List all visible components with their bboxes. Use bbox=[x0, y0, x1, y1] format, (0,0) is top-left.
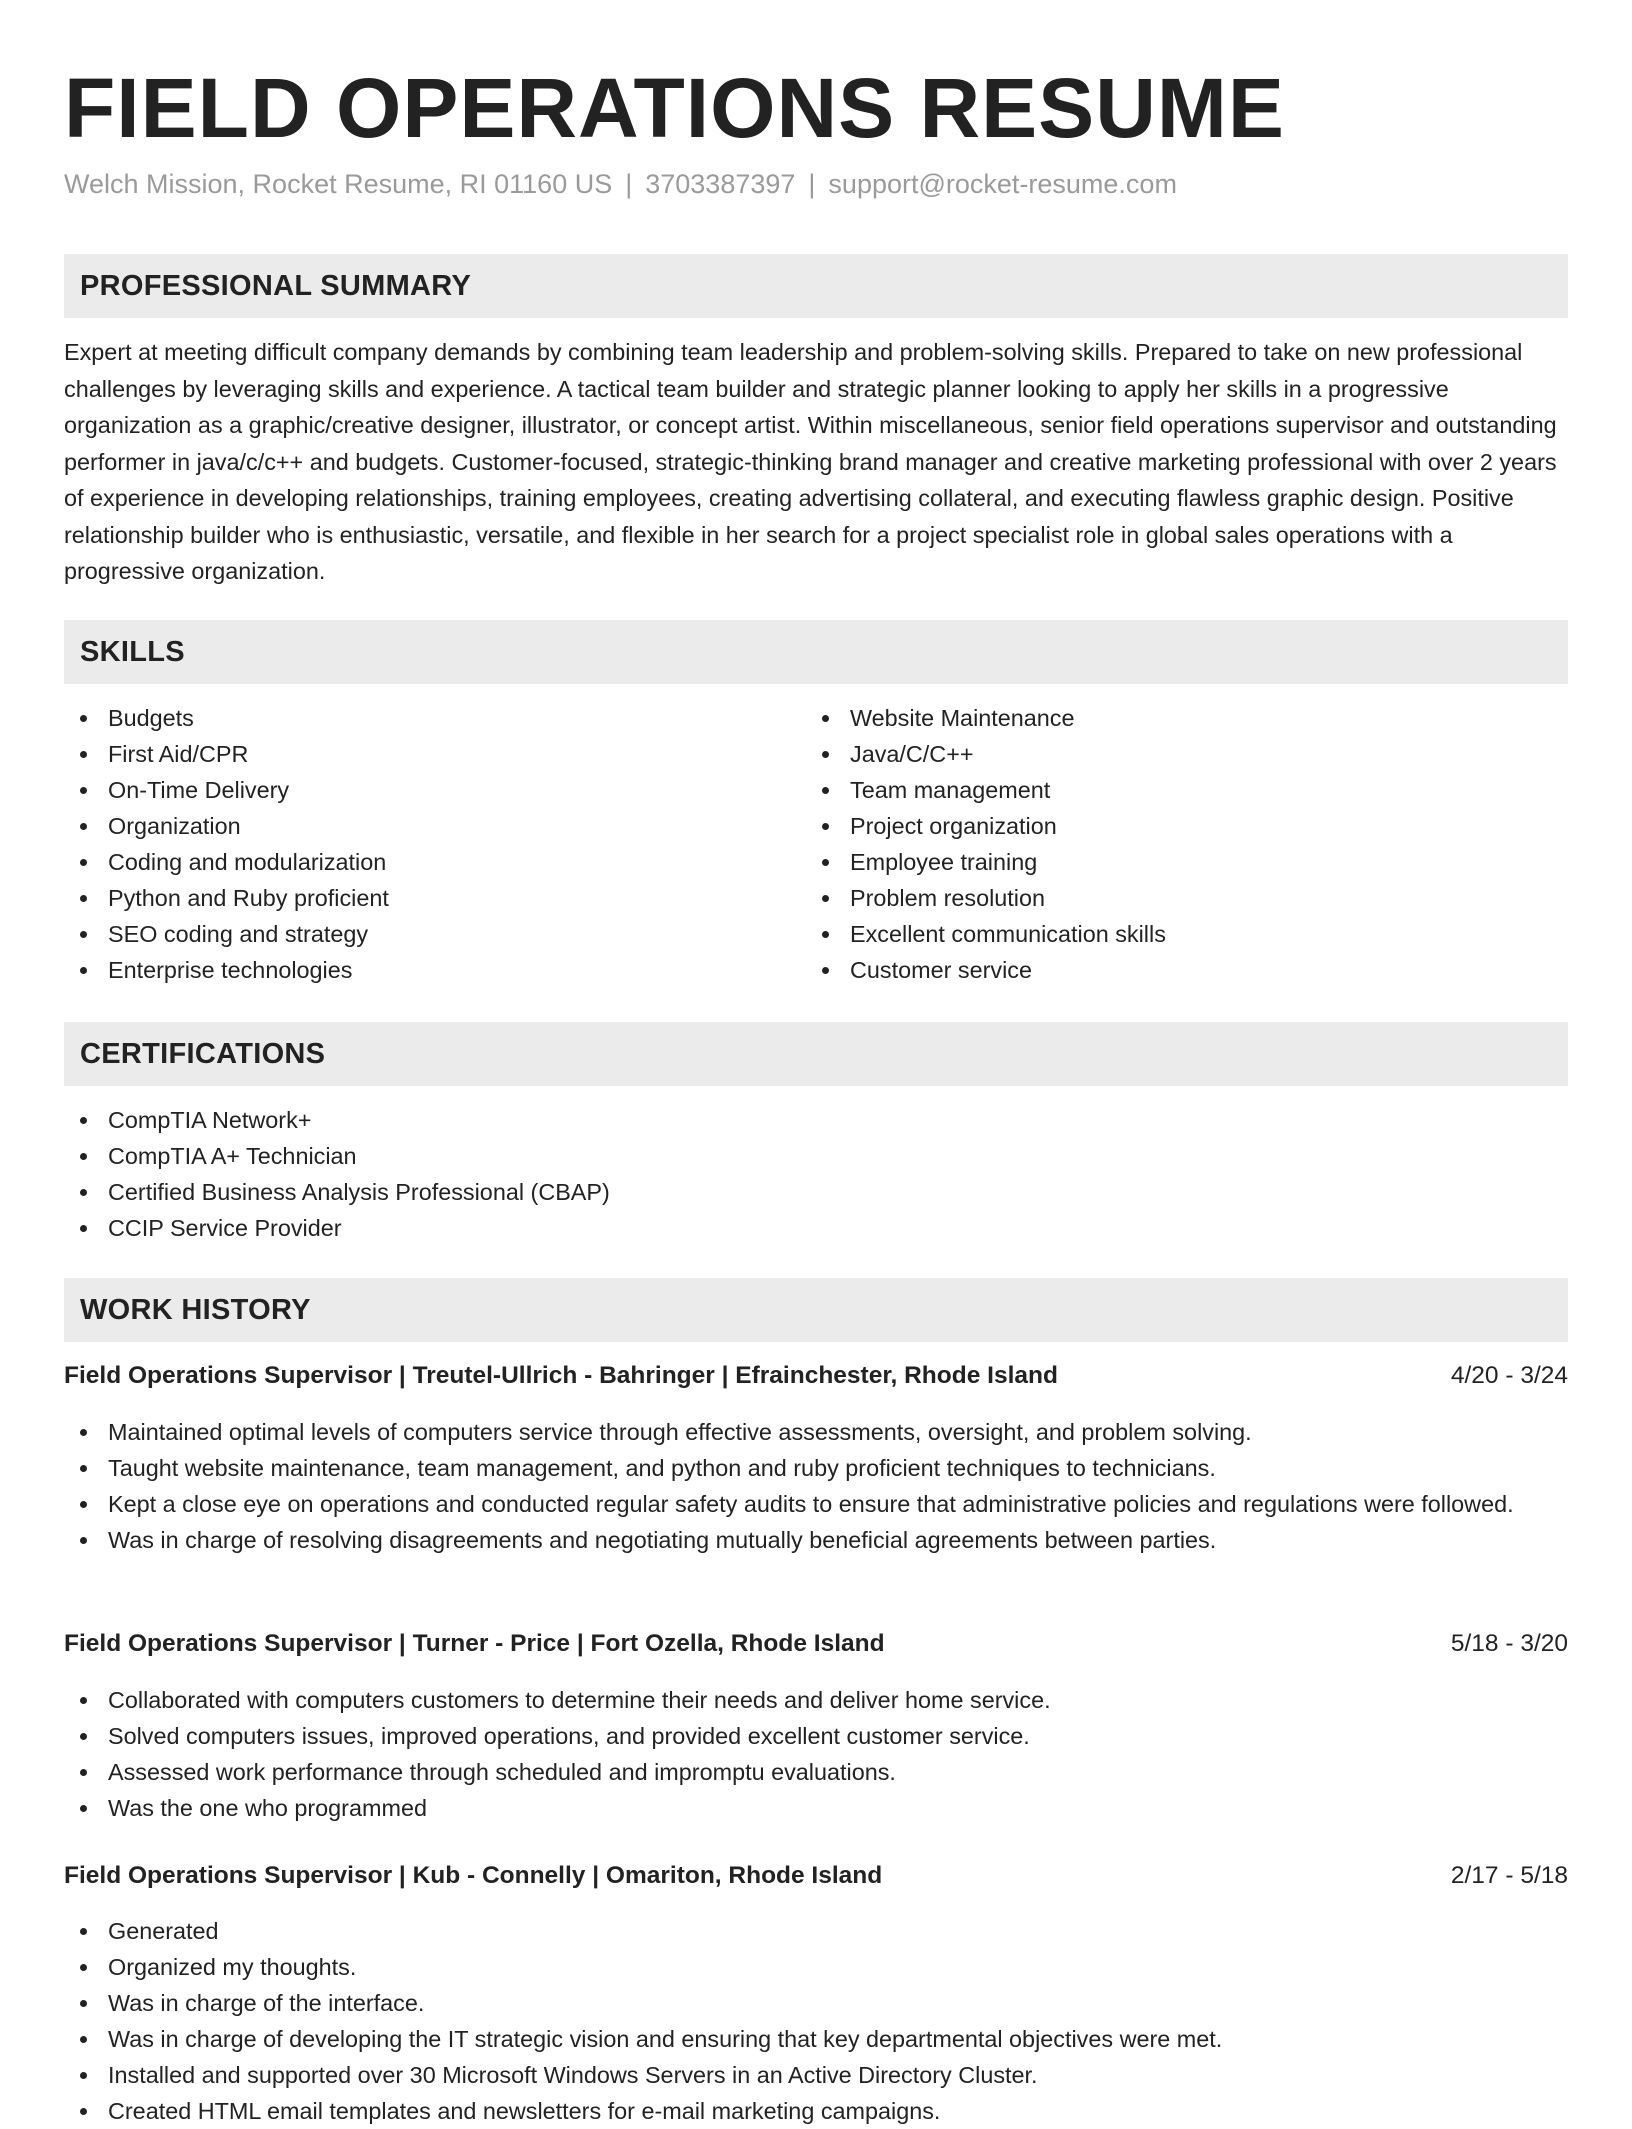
certification-item: CompTIA Network+ bbox=[64, 1102, 610, 1138]
contact-email: support@rocket-resume.com bbox=[828, 169, 1177, 199]
skill-item: Problem resolution bbox=[806, 880, 1546, 916]
summary-text: Expert at meeting difficult company demands by combining team leadership and problem-solving skills. Prepared to take on new professional challenges by leveraging skills and experience. A tactical team builder and strategic planner looking to apply her skills in a progressive organization as a graphic/creative designer, illustrator, or concept artist. Within miscellaneous, senior field operations supervisor and outstanding performer in java/c/c++ and budgets. Customer-focused, strategic-thinking brand manager and creative marketing professional with over 2 years of experience in developing relationships, training employees, creating advertising collateral, and executing flawless graphic design. Positive relationship builder who is enthusiastic, versatile, and flexible in her search for a project specialist role in global sales operations with a progressive organization. bbox=[64, 339, 1557, 584]
job-dates: 5/18 - 3/20 bbox=[1450, 1630, 1568, 1657]
job-bullet: Installed and supported over 30 Microsoft Windows Servers in an Active Directory Cluster. bbox=[64, 2057, 1568, 2093]
skill-item: First Aid/CPR bbox=[64, 736, 804, 772]
skill-item: Project organization bbox=[806, 808, 1546, 844]
certifications-list bbox=[64, 1102, 610, 1246]
skill-item: Customer service bbox=[806, 952, 1546, 988]
job-bullet: Solved computers issues, improved operations, and provided excellent customer service. bbox=[64, 1718, 1568, 1754]
skill-item: On-Time Delivery bbox=[64, 772, 804, 808]
job-bullet: Was in charge of the interface. bbox=[64, 1985, 1568, 2021]
skills-list-right bbox=[806, 700, 1546, 988]
job-bullets bbox=[64, 1913, 1568, 2129]
skill-item: Budgets bbox=[64, 700, 804, 736]
skills-list-left bbox=[64, 700, 804, 988]
skill-item: Enterprise technologies bbox=[64, 952, 804, 988]
job-bullets bbox=[64, 1682, 1568, 1826]
contact-address: Welch Mission, Rocket Resume, RI 01160 US bbox=[64, 169, 613, 199]
job-bullet: Was the one who programmed bbox=[64, 1790, 1568, 1826]
job-title: Field Operations Supervisor | Kub - Connelly | Omariton, Rhode Island bbox=[64, 1862, 883, 1889]
section-heading-skills: SKILLS bbox=[64, 620, 1568, 684]
contact-phone: 3703387397 bbox=[645, 169, 796, 199]
skill-item: Organization bbox=[64, 808, 804, 844]
job-bullet: Maintained optimal levels of computers service through effective assessments, oversight, and problem solving. bbox=[64, 1414, 1568, 1450]
job-bullet: Generated bbox=[64, 1913, 1568, 1949]
job-bullets bbox=[64, 1414, 1568, 1558]
resume-title: FIELD OPERATIONS RESUME bbox=[64, 61, 1285, 155]
skill-item: Java/C/C++ bbox=[806, 736, 1546, 772]
job-bullet: Created HTML email templates and newsletters for e-mail marketing campaigns. bbox=[64, 2093, 1568, 2129]
job-dates: 2/17 - 5/18 bbox=[1450, 1862, 1568, 1889]
skill-item: Python and Ruby proficient bbox=[64, 880, 804, 916]
skill-item: SEO coding and strategy bbox=[64, 916, 804, 952]
job-title: Field Operations Supervisor | Turner - Price | Fort Ozella, Rhode Island bbox=[64, 1630, 885, 1657]
job-header bbox=[64, 1858, 1568, 1894]
job-bullet: Was in charge of developing the IT strategic vision and ensuring that key departmental objectives were met. bbox=[64, 2021, 1568, 2057]
job-bullet: Collaborated with computers customers to determine their needs and deliver home service. bbox=[64, 1682, 1568, 1718]
section-heading-work-history: WORK HISTORY bbox=[64, 1278, 1568, 1342]
job-header bbox=[64, 1358, 1568, 1394]
contact-separator: | bbox=[808, 169, 816, 199]
contact-separator: | bbox=[625, 169, 633, 199]
section-heading-certifications: CERTIFICATIONS bbox=[64, 1022, 1568, 1086]
job-dates: 4/20 - 3/24 bbox=[1450, 1362, 1568, 1389]
skill-item: Coding and modularization bbox=[64, 844, 804, 880]
skill-item: Excellent communication skills bbox=[806, 916, 1546, 952]
contact-line bbox=[64, 166, 1177, 202]
job-bullet: Kept a close eye on operations and conducted regular safety audits to ensure that administrative policies and regulations were followed. bbox=[64, 1486, 1568, 1522]
job-header bbox=[64, 1626, 1568, 1662]
section-heading-summary: PROFESSIONAL SUMMARY bbox=[64, 254, 1568, 318]
job-bullet: Was in charge of resolving disagreements and negotiating mutually beneficial agreements between parties. bbox=[64, 1522, 1568, 1558]
job-title: Field Operations Supervisor | Treutel-Ullrich - Bahringer | Efrainchester, Rhode Island bbox=[64, 1362, 1058, 1389]
job-bullet: Assessed work performance through scheduled and impromptu evaluations. bbox=[64, 1754, 1568, 1790]
skill-item: Team management bbox=[806, 772, 1546, 808]
certification-item: CCIP Service Provider bbox=[64, 1210, 610, 1246]
certification-item: Certified Business Analysis Professional (CBAP) bbox=[64, 1174, 610, 1210]
job-bullet: Organized my thoughts. bbox=[64, 1949, 1568, 1985]
skill-item: Website Maintenance bbox=[806, 700, 1546, 736]
job-bullet: Taught website maintenance, team management, and python and ruby proficient techniques to technicians. bbox=[64, 1450, 1568, 1486]
certification-item: CompTIA A+ Technician bbox=[64, 1138, 610, 1174]
skill-item: Employee training bbox=[806, 844, 1546, 880]
